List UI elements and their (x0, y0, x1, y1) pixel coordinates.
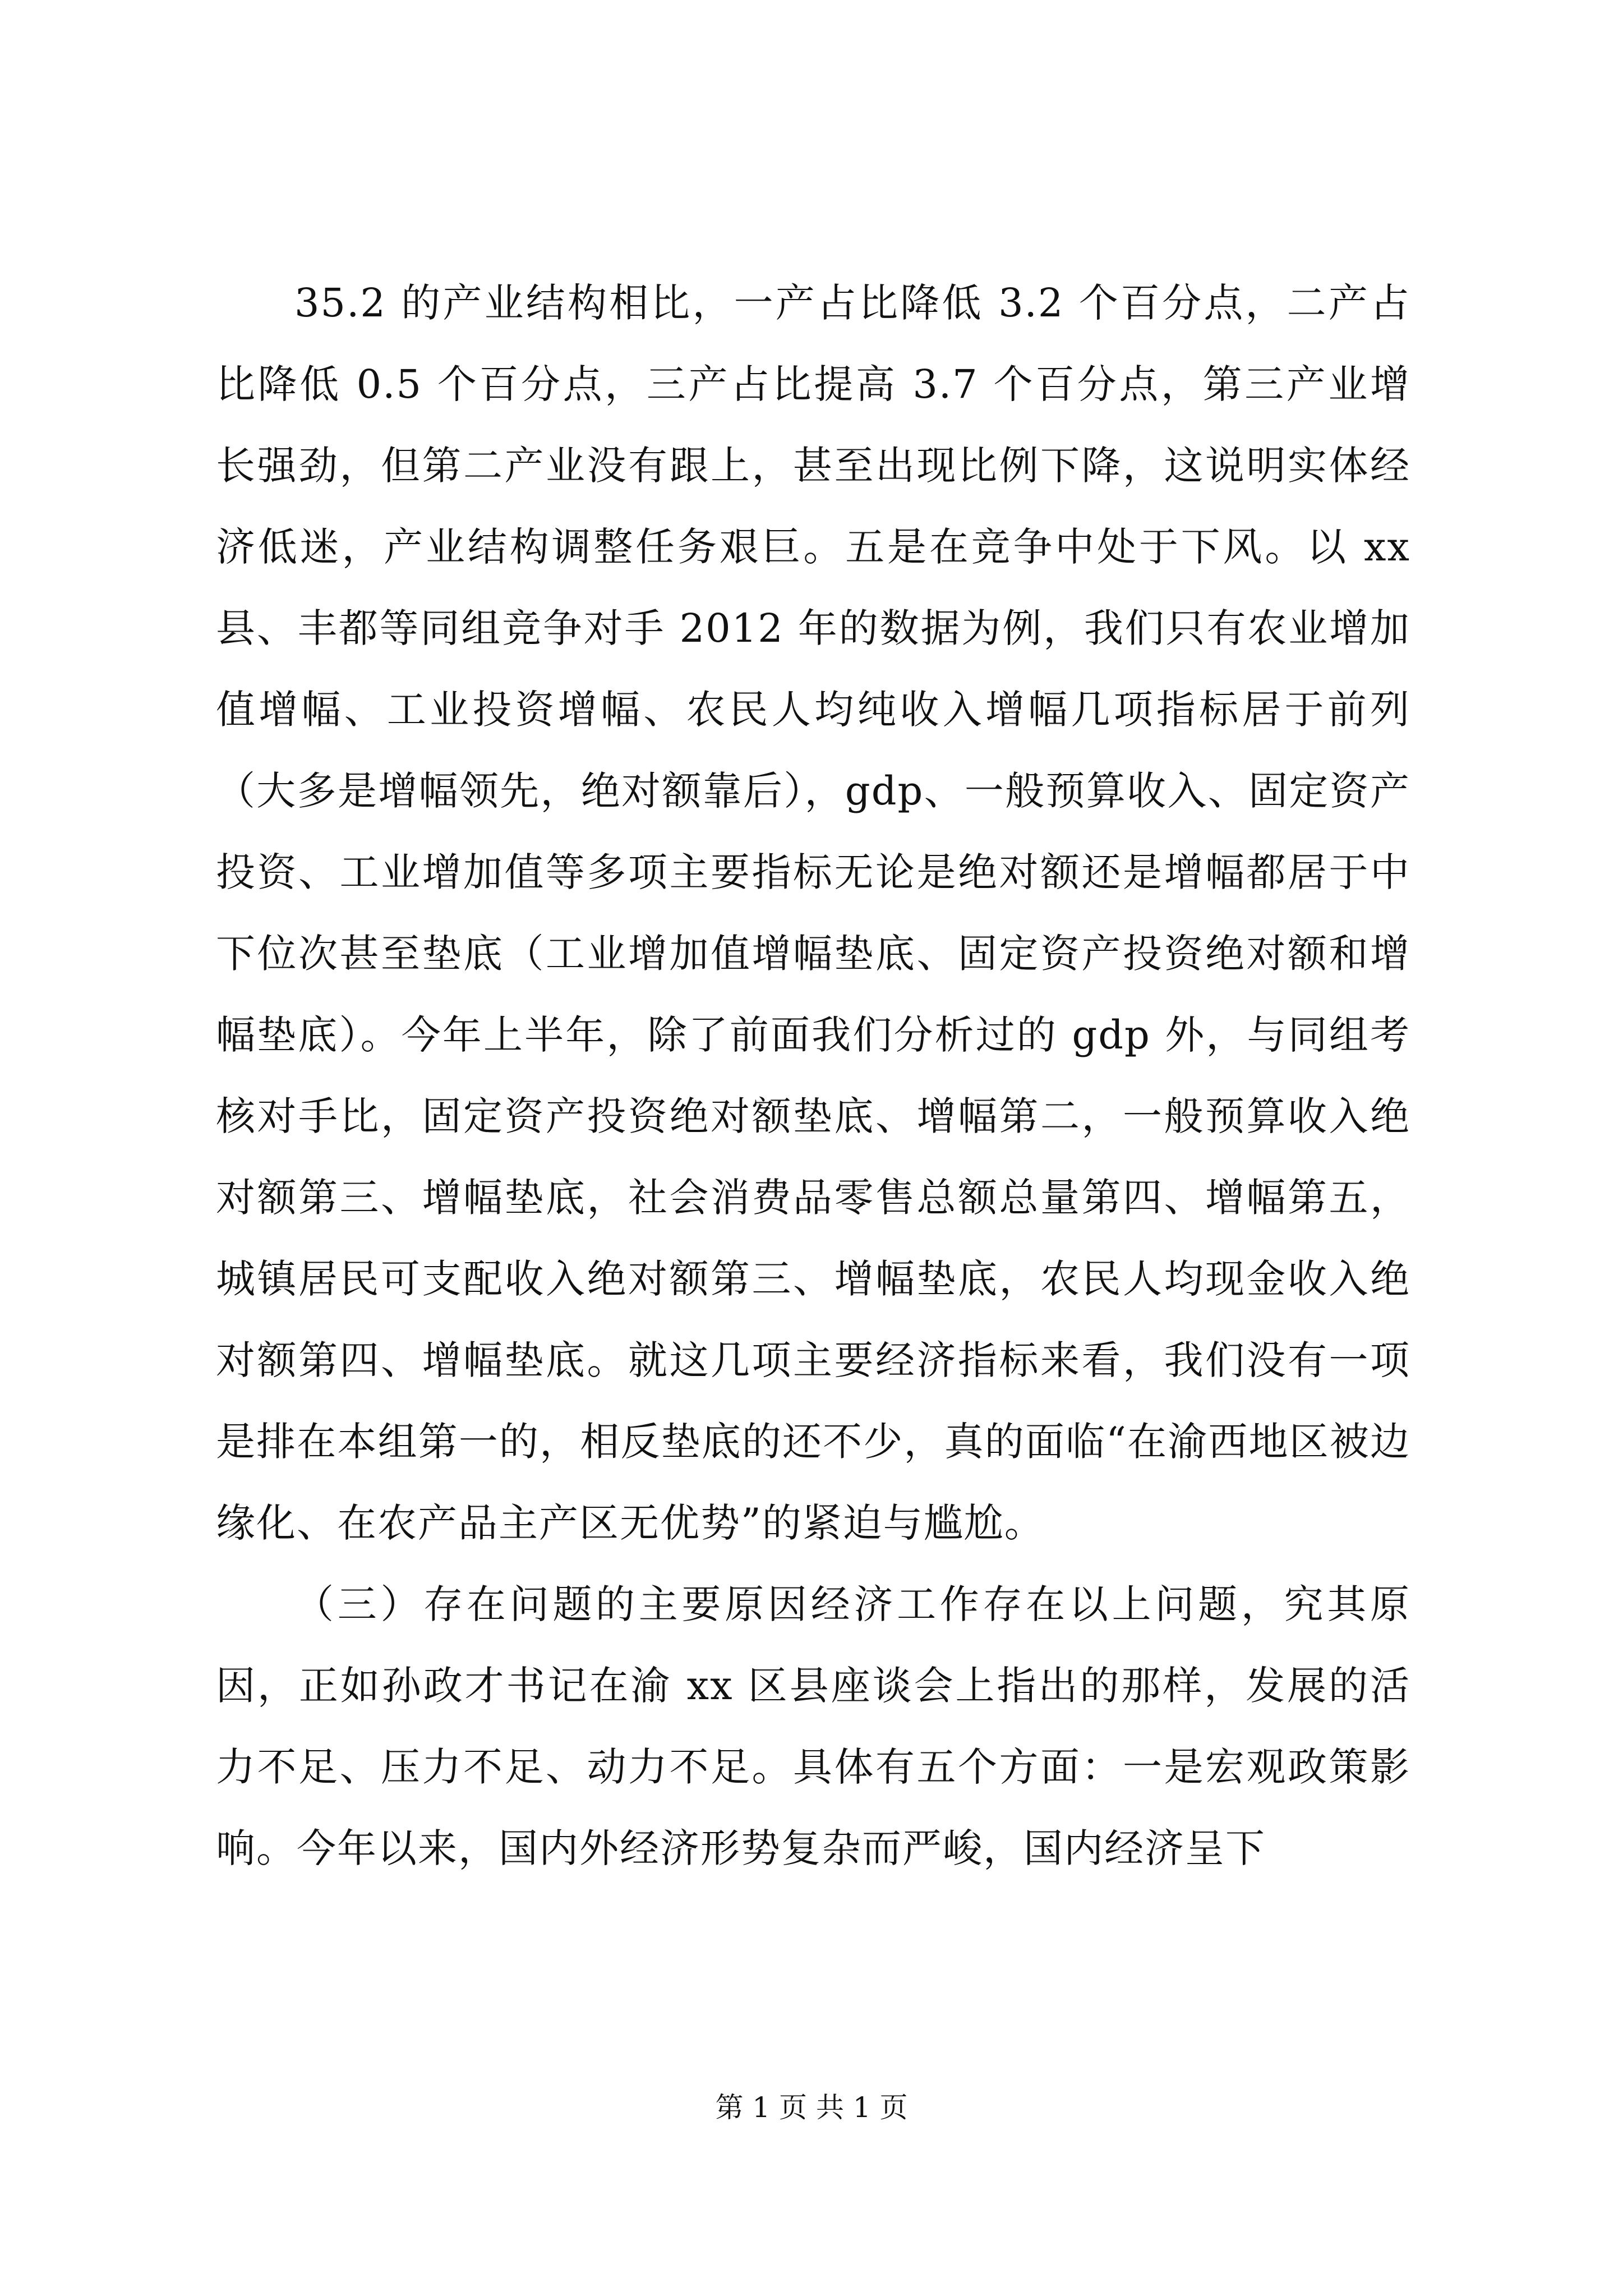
page-footer: 第 1 页 共 1 页 (715, 2091, 908, 2124)
document-body (216, 263, 1410, 1889)
body-paragraph-2: （三）存在问题的主要原因经济工作存在以上问题，究其原因，正如孙政才书记在渝 xx 区县座谈会上指出的那样，发展的活力不足、压力不足、动力不足。具体有五个方面：一是宏观政策影响。今年以来，国内外经济形势复杂而严峻，国内经济呈下 (216, 1581, 1410, 1871)
body-paragraph-1: 35.2 的产业结构相比，一产占比降低 3.2 个百分点，二产占比降低 0.5 个百分点，三产占比提高 3.7 个百分点，第三产业增长强劲，但第二产业没有跟上，甚至出现比例下降，这说明实体经济低迷，产业结构调整任务艰巨。五是在竞争中处于下风。以 xx 县、丰都等同组竞争对手 2012 年的数据为例，我们只有农业增加值增幅、工业投资增幅、农民人均纯收入增幅几项指标居于前列（大多是增幅领先，绝对额靠后），gdp、一般预算收入、固定资产投资、工业增加值等多项主要指标无论是绝对额还是增幅都居于中下位次甚至垫底（工业增加值增幅垫底、固定资产投资绝对额和增幅垫底）。今年上半年，除了前面我们分析过的 gdp 外，与同组考核对手比，固定资产投资绝对额垫底、增幅第二，一般预算收入绝对额第三、增幅垫底，社会消费品零售总额总量第四、增幅第五，城镇居民可支配收入绝对额第三、增幅垫底，农民人均现金收入绝对额第四、增幅垫底。就这几项主要经济指标来看，我们没有一项是排在本组第一的，相反垫底的还不少，真的面临“在渝西地区被边缘化、在农产品主产区无优势”的紧迫与尴尬。 (216, 280, 1410, 1546)
